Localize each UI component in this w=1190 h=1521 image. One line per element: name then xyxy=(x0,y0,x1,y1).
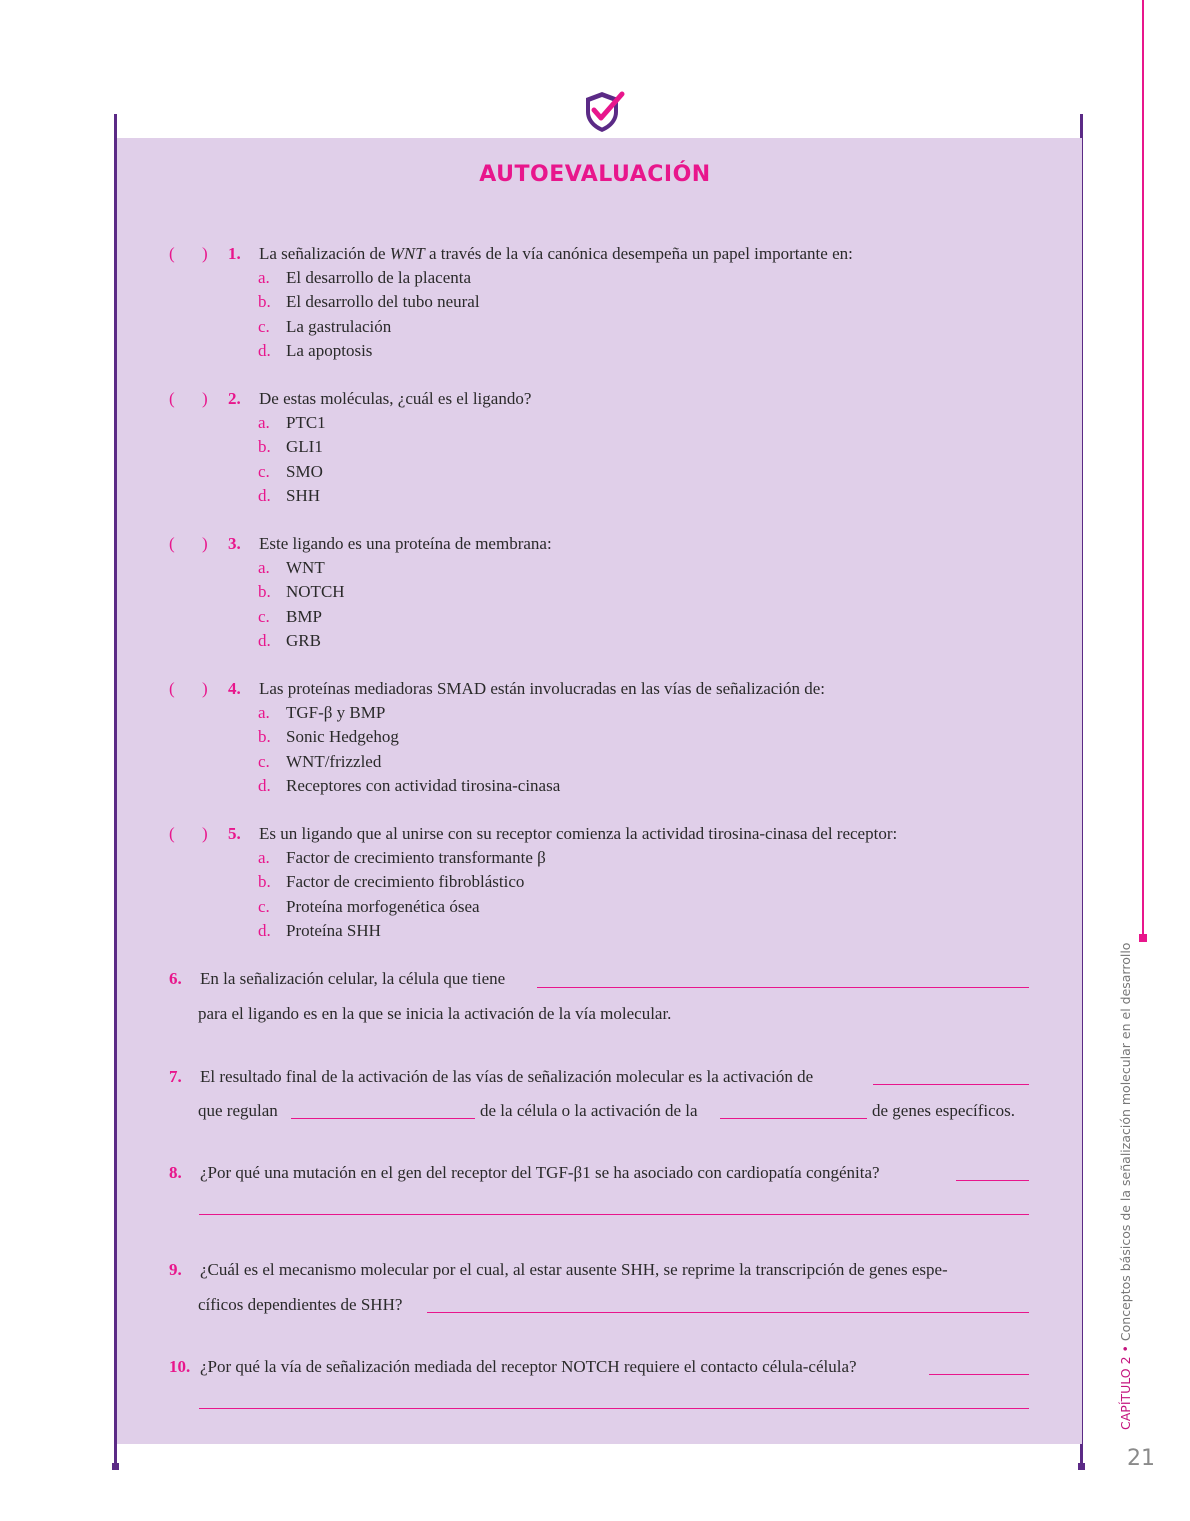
question-text-a: que regulan xyxy=(198,1101,278,1120)
option-a[interactable] xyxy=(258,848,546,868)
question-text: ¿Por qué la vía de señalización mediada del receptor NOTCH requiere el contacto célula-célula? xyxy=(200,1357,857,1376)
question-text: ¿Por qué una mutación en el gen del receptor del TGF-β1 se ha asociado con cardiopatía congénita? xyxy=(200,1163,880,1182)
stem-text: Las proteínas mediadoras SMAD están involucradas en las vías de señalización de: xyxy=(259,679,826,698)
answer-blank[interactable] xyxy=(537,987,1029,988)
question-number: 4. xyxy=(228,679,241,698)
option-text: PTC1 xyxy=(286,413,326,432)
option-text: Proteína morfogenética ósea xyxy=(286,896,480,916)
side-accent-line xyxy=(1142,0,1144,935)
answer-paren-close: ) xyxy=(202,389,208,408)
option-a[interactable] xyxy=(258,558,325,578)
answer-line[interactable] xyxy=(199,1408,1029,1409)
option-b[interactable] xyxy=(258,582,345,602)
option-letter: b. xyxy=(258,727,271,747)
option-text: El desarrollo del tubo neural xyxy=(286,292,480,312)
answer-blank[interactable] xyxy=(873,1084,1029,1085)
option-letter: a. xyxy=(258,703,270,722)
answer-paren-open[interactable]: ( xyxy=(169,679,175,698)
option-text: Factor de crecimiento fibroblástico xyxy=(286,872,525,892)
option-a[interactable] xyxy=(258,268,471,288)
option-text: WNT/frizzled xyxy=(286,751,382,771)
question-stem xyxy=(259,534,552,554)
option-text: WNT xyxy=(286,558,325,577)
question-number: 10. xyxy=(169,1357,191,1376)
option-letter: a. xyxy=(258,268,270,287)
answer-paren-open[interactable]: ( xyxy=(169,824,175,843)
frame-right-dot xyxy=(1078,1463,1085,1470)
option-letter: d. xyxy=(258,485,271,505)
answer-blank[interactable] xyxy=(291,1118,475,1119)
option-text: NOTCH xyxy=(286,582,345,602)
option-text: El desarrollo de la placenta xyxy=(286,268,472,287)
option-letter: b. xyxy=(258,292,271,312)
shield-check-icon xyxy=(578,88,626,136)
option-text: Sonic Hedgehog xyxy=(286,727,399,747)
question-text: En la señalización celular, la célula que tiene xyxy=(200,969,506,988)
option-letter: d. xyxy=(258,630,271,650)
answer-paren-close: ) xyxy=(202,679,208,698)
stem-text: De estas moléculas, ¿cuál es el ligando? xyxy=(259,389,532,408)
option-d[interactable] xyxy=(258,776,560,796)
option-c[interactable] xyxy=(258,607,322,627)
option-letter: a. xyxy=(258,413,270,432)
option-c[interactable] xyxy=(258,897,480,917)
option-d[interactable] xyxy=(258,486,320,506)
running-head-separator: • xyxy=(1118,1345,1133,1353)
answer-paren-open[interactable]: ( xyxy=(169,389,175,408)
page-number: 21 xyxy=(1127,1446,1155,1471)
question-text-b: de la célula o la activación de la xyxy=(480,1101,698,1120)
frame-left-dot xyxy=(112,1463,119,1470)
running-head xyxy=(1118,943,1133,1430)
stem-text: La señalización de xyxy=(259,244,390,263)
question-text: El resultado final de la activación de las vías de señalización molecular es la activación de xyxy=(200,1067,814,1086)
option-letter: d. xyxy=(258,340,271,360)
question-stem xyxy=(259,679,825,699)
option-text: Receptores con actividad tirosina-cinasa xyxy=(286,775,561,795)
question-number: 7. xyxy=(169,1067,182,1086)
option-a[interactable] xyxy=(258,703,385,723)
option-text: TGF-β y BMP xyxy=(286,703,386,722)
chapter-title: Conceptos básicos de la señalización molecular en el desarrollo xyxy=(1118,942,1133,1342)
stem-text-cont: a través de la vía canónica desempeña un papel importante en: xyxy=(424,244,853,263)
question-stem xyxy=(259,389,531,409)
question-number: 1. xyxy=(228,244,241,263)
option-a[interactable] xyxy=(258,413,326,433)
answer-blank[interactable] xyxy=(720,1118,867,1119)
option-b[interactable] xyxy=(258,872,524,892)
option-d[interactable] xyxy=(258,341,372,361)
stem-italic: WNT xyxy=(389,244,425,263)
question-text-cont: para el ligando es en la que se inicia la activación de la vía molecular. xyxy=(198,1004,672,1023)
stem-text: Este ligando es una proteína de membrana: xyxy=(259,534,552,553)
answer-blank[interactable] xyxy=(427,1312,1029,1313)
question-stem xyxy=(259,824,897,844)
option-letter: d. xyxy=(258,775,271,795)
question-number: 6. xyxy=(169,969,182,988)
option-text: GLI1 xyxy=(286,437,323,457)
option-text: La apoptosis xyxy=(286,340,373,360)
option-letter: c. xyxy=(258,896,270,916)
answer-line[interactable] xyxy=(199,1214,1029,1215)
option-letter: d. xyxy=(258,920,271,940)
option-letter: a. xyxy=(258,558,270,577)
side-accent-dot xyxy=(1139,934,1147,942)
option-c[interactable] xyxy=(258,752,381,772)
chapter-label: CAPÍTULO 2 xyxy=(1118,1356,1133,1430)
option-text: GRB xyxy=(286,630,321,650)
option-b[interactable] xyxy=(258,727,399,747)
option-letter: c. xyxy=(258,316,270,336)
option-letter: c. xyxy=(258,606,270,626)
option-text: SHH xyxy=(286,485,321,505)
option-letter: c. xyxy=(258,461,270,481)
question-number: 5. xyxy=(228,824,241,843)
answer-paren-close: ) xyxy=(202,244,208,263)
option-b[interactable] xyxy=(258,292,480,312)
page-title: AUTOEVALUACIÓN xyxy=(479,162,711,187)
question-text-cont: cíficos dependientes de SHH? xyxy=(198,1295,403,1314)
option-letter: b. xyxy=(258,437,271,457)
option-text: Factor de crecimiento transformante β xyxy=(286,848,546,867)
option-text: SMO xyxy=(286,461,323,481)
option-text: BMP xyxy=(286,606,322,626)
option-b[interactable] xyxy=(258,437,323,457)
option-letter: a. xyxy=(258,848,270,867)
answer-blank[interactable] xyxy=(956,1180,1029,1181)
option-d[interactable] xyxy=(258,631,321,651)
answer-paren-close: ) xyxy=(202,534,208,553)
option-c[interactable] xyxy=(258,462,323,482)
option-text: Proteína SHH xyxy=(286,920,381,940)
question-stem xyxy=(259,244,853,264)
option-c[interactable] xyxy=(258,317,391,337)
option-letter: b. xyxy=(258,582,271,602)
question-number: 9. xyxy=(169,1260,182,1279)
question-number: 2. xyxy=(228,389,241,408)
option-letter: c. xyxy=(258,751,270,771)
question-text-c: de genes específicos. xyxy=(872,1101,1016,1120)
answer-paren-close: ) xyxy=(202,824,208,843)
option-text: La gastrulación xyxy=(286,316,392,336)
option-d[interactable] xyxy=(258,921,381,941)
answer-paren-open[interactable]: ( xyxy=(169,244,175,263)
question-number: 8. xyxy=(169,1163,182,1182)
answer-blank[interactable] xyxy=(929,1374,1029,1375)
stem-text: Es un ligando que al unirse con su receptor comienza la actividad tirosina-cinasa del receptor: xyxy=(259,824,898,843)
question-number: 3. xyxy=(228,534,241,553)
question-text: ¿Cuál es el mecanismo molecular por el cual, al estar ausente SHH, se reprime la transcripción de genes espe- xyxy=(200,1260,948,1279)
answer-paren-open[interactable]: ( xyxy=(169,534,175,553)
option-letter: b. xyxy=(258,872,271,892)
